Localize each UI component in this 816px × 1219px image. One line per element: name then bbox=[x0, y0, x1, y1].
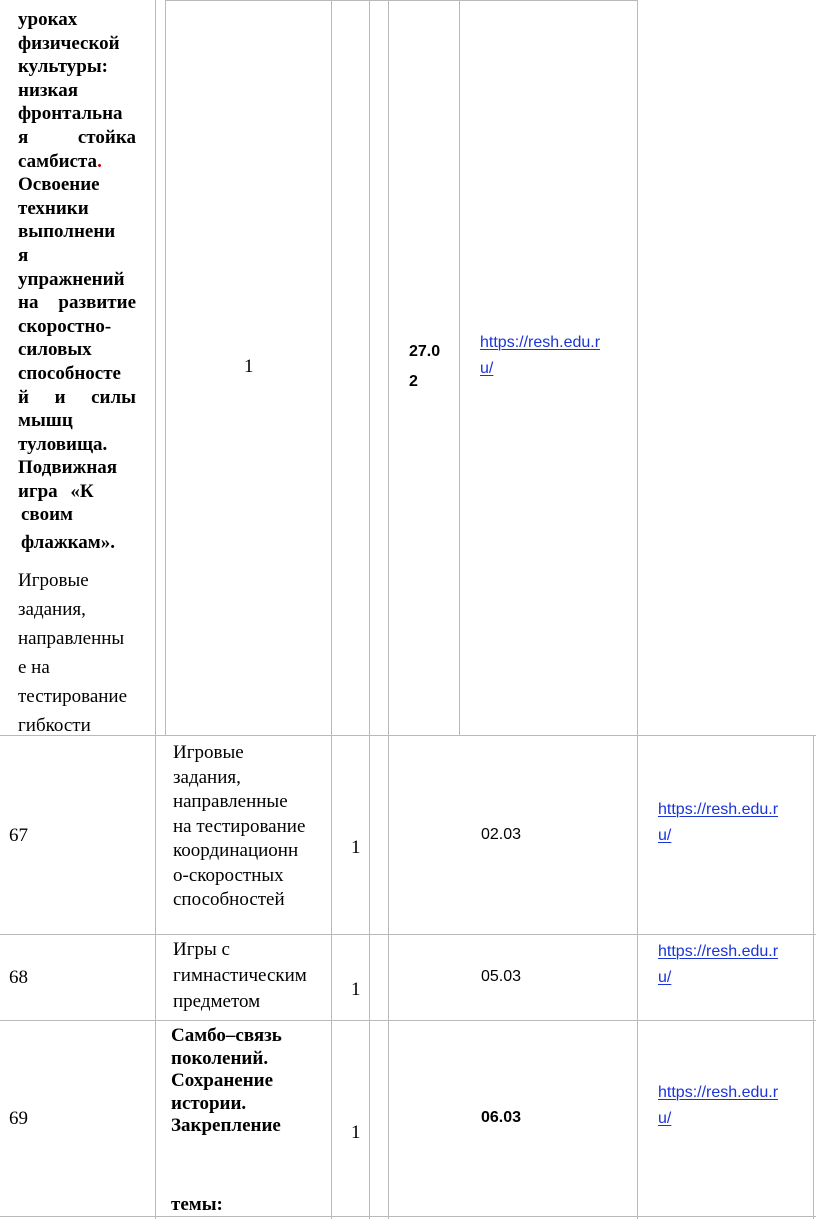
topic-line bbox=[18, 291, 136, 315]
link-text: u/ bbox=[658, 827, 672, 844]
row-number: 68 bbox=[9, 967, 28, 988]
topic-line: уроках bbox=[18, 9, 78, 30]
lesson-topic-continued bbox=[18, 566, 144, 740]
link-text: u/ bbox=[658, 1110, 672, 1127]
lesson-date-line2: 2 bbox=[409, 373, 418, 390]
link-text: u/ bbox=[658, 969, 672, 986]
topic-line: задания, bbox=[173, 766, 241, 788]
hours-count: 1 bbox=[351, 979, 361, 1000]
topic-line: своим bbox=[21, 504, 73, 526]
topic-line: истории. bbox=[171, 1092, 247, 1114]
link-text: https://resh.edu.r bbox=[658, 943, 779, 960]
topic-line: е на bbox=[18, 657, 50, 678]
topic-word: на bbox=[18, 292, 39, 314]
topic-line: Игровые bbox=[18, 570, 89, 591]
topic-line: задания, bbox=[18, 599, 86, 620]
topic-line: Освоение bbox=[18, 174, 100, 196]
topic-word: силы bbox=[91, 386, 136, 408]
topic-line: Закрепление bbox=[171, 1115, 281, 1136]
row-number: 69 bbox=[9, 1108, 28, 1129]
topic-line: самбиста. bbox=[18, 150, 102, 172]
topic-word: я bbox=[18, 126, 29, 148]
lesson-date: 02.03 bbox=[481, 826, 522, 843]
lesson-date-line1: 27.0 bbox=[409, 343, 441, 360]
link-text: u/ bbox=[480, 360, 494, 377]
lesson-topic bbox=[18, 8, 136, 555]
topic-line: гимнастическим bbox=[173, 965, 307, 986]
topic-line: упражнений bbox=[18, 268, 125, 290]
lesson-topic bbox=[173, 937, 307, 1015]
lesson-topic bbox=[173, 741, 305, 913]
topic-line: низкая bbox=[18, 79, 78, 101]
topic-line: Игры с bbox=[173, 939, 230, 960]
topic-word: стойка bbox=[77, 126, 136, 148]
hours-count: 1 bbox=[351, 1122, 361, 1143]
topic-word: развитие bbox=[58, 292, 136, 314]
topic-line: силовых bbox=[18, 339, 92, 361]
topic-line: мышц bbox=[18, 410, 73, 432]
topic-line: Игровые bbox=[173, 742, 244, 763]
resource-link[interactable] bbox=[658, 939, 778, 991]
lesson-topic bbox=[171, 1025, 282, 1138]
hours-count: 1 bbox=[351, 837, 361, 858]
topic-line: способносте bbox=[18, 362, 121, 384]
topic-line: поколений. bbox=[171, 1047, 269, 1069]
topic-line: техники bbox=[18, 197, 89, 219]
topic-line: темы: bbox=[171, 1194, 223, 1215]
lesson-date: 06.03 bbox=[481, 1109, 522, 1126]
topic-line: выполнени bbox=[18, 221, 116, 243]
topic-line bbox=[18, 126, 136, 150]
topic-line: я bbox=[18, 244, 29, 266]
topic-line: флажкам». bbox=[21, 532, 115, 554]
row-number: 67 bbox=[9, 825, 28, 846]
topic-line: скоростно- bbox=[18, 315, 112, 337]
topic-line: гибкости bbox=[18, 715, 91, 736]
topic-line: физической bbox=[18, 32, 120, 54]
topic-line: способностей bbox=[173, 889, 285, 910]
topic-line: Сохранение bbox=[171, 1070, 274, 1091]
topic-line: о-скоростных bbox=[173, 864, 284, 886]
topic-line: направленны bbox=[18, 628, 125, 649]
topic-line: игра «К bbox=[18, 480, 94, 502]
topic-line: Самбо–связь bbox=[171, 1025, 282, 1046]
topic-line: предметом bbox=[173, 991, 261, 1012]
hours-count: 1 bbox=[244, 356, 254, 377]
topic-line: фронтальна bbox=[18, 103, 123, 125]
lesson-date: 05.03 bbox=[481, 968, 522, 985]
topic-line bbox=[18, 386, 136, 410]
link-text: https://resh.edu.r bbox=[480, 334, 601, 351]
resource-link[interactable] bbox=[658, 797, 778, 849]
topic-line: тестирование bbox=[18, 686, 128, 707]
topic-line: Подвижная bbox=[18, 457, 118, 479]
link-text: https://resh.edu.r bbox=[658, 1084, 779, 1101]
topic-line: культуры: bbox=[18, 56, 108, 78]
topic-line: туловища. bbox=[18, 433, 108, 455]
topic-line: на тестирование bbox=[173, 815, 306, 837]
topic-line: координационн bbox=[173, 840, 299, 861]
topic-word: и bbox=[54, 386, 66, 408]
topic-line: направленные bbox=[173, 791, 288, 812]
resource-link[interactable] bbox=[658, 1080, 778, 1132]
red-period: . bbox=[97, 150, 102, 172]
topic-word: й bbox=[18, 386, 29, 408]
link-text: https://resh.edu.r bbox=[658, 801, 779, 818]
resource-link[interactable] bbox=[480, 330, 600, 382]
